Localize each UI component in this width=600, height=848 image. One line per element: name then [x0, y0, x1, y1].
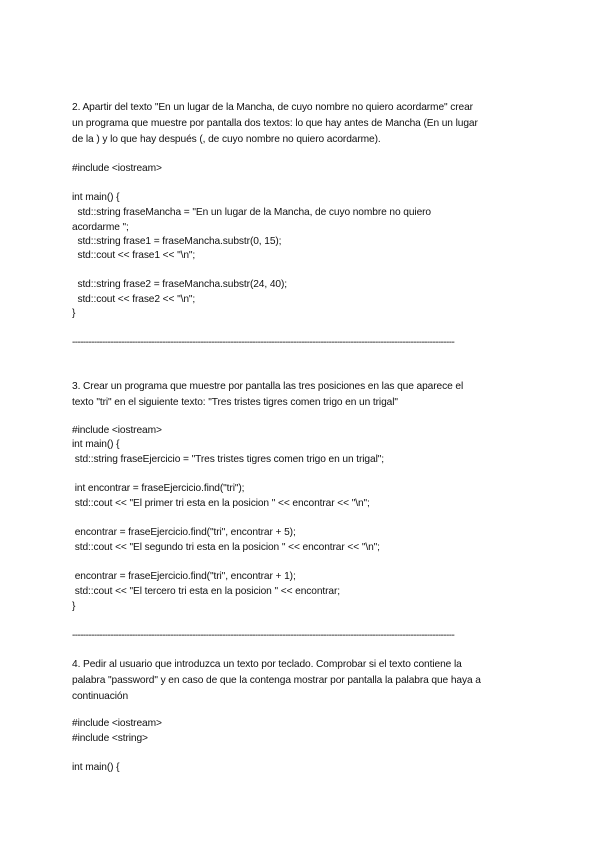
- section3-code-line: std::cout << "El primer tri esta en la posicion " << encontrar << "\n";: [72, 498, 370, 509]
- section2-code-line: }: [72, 308, 76, 319]
- section3-code-line: int main() {: [72, 439, 120, 450]
- section3-code-line: std::string fraseEjercicio = "Tres tristes tigres comen trigo en un trigal";: [72, 454, 384, 465]
- section2-prompt-line-3: de la ) y lo que hay después (, de cuyo nombre no quiero acordarme).: [72, 134, 381, 145]
- section4-code-line: int main() {: [72, 762, 120, 773]
- section-separator: --------------------------------------------------------------------------------------------------------------------------------------------: [72, 631, 455, 641]
- section2-prompt-line-1: 2. Apartir del texto "En un lugar de la Mancha, de cuyo nombre no quiero acordarme" crear: [72, 102, 473, 113]
- section2-code-line: std::string fraseMancha = "En un lugar de la Mancha, de cuyo nombre no quiero: [72, 207, 431, 218]
- section4-code-line: #include <iostream>: [72, 718, 162, 729]
- section2-code-line: acordarme ";: [72, 222, 129, 233]
- section2-code-line: std::cout << frase2 << "\n";: [72, 294, 196, 305]
- section3-code-line: std::cout << "El tercero tri esta en la posicion " << encontrar;: [72, 586, 341, 597]
- section3-prompt-line-2: texto "tri" en el siguiente texto: "Tres tristes tigres comen trigo en un trigal": [72, 397, 398, 408]
- section4-prompt-line-2: palabra "password" y en caso de que la contenga mostrar por pantalla la palabra que haya a: [72, 675, 481, 686]
- section3-code-line: #include <iostream>: [72, 425, 162, 436]
- section2-code-line: #include <iostream>: [72, 163, 162, 174]
- section-separator: --------------------------------------------------------------------------------------------------------------------------------------------: [72, 338, 455, 348]
- section3-code-line: encontrar = fraseEjercicio.find("tri", encontrar + 1);: [72, 571, 296, 582]
- section2-code-line: std::cout << frase1 << "\n";: [72, 250, 196, 261]
- section3-code-line: encontrar = fraseEjercicio.find("tri", encontrar + 5);: [72, 527, 296, 538]
- section3-code-line: int encontrar = fraseEjercicio.find("tri");: [72, 483, 245, 494]
- section4-prompt-line-1: 4. Pedir al usuario que introduzca un texto por teclado. Comprobar si el texto contiene la: [72, 659, 462, 670]
- section2-prompt-line-2: un programa que muestre por pantalla dos textos: lo que hay antes de Mancha (En un lugar: [72, 118, 478, 129]
- section3-code-line: std::cout << "El segundo tri esta en la posicion " << encontrar << "\n";: [72, 542, 380, 553]
- section4-prompt-line-3: continuación: [72, 691, 129, 702]
- section4-code-line: #include <string>: [72, 733, 148, 744]
- section3-prompt-line-1: 3. Crear un programa que muestre por pantalla las tres posiciones en las que aparece el: [72, 381, 464, 392]
- section3-code-line: }: [72, 601, 76, 612]
- section2-code-line: std::string frase2 = fraseMancha.substr(24, 40);: [72, 279, 287, 290]
- section2-code-line: int main() {: [72, 192, 120, 203]
- section2-code-line: std::string frase1 = fraseMancha.substr(0, 15);: [72, 236, 282, 247]
